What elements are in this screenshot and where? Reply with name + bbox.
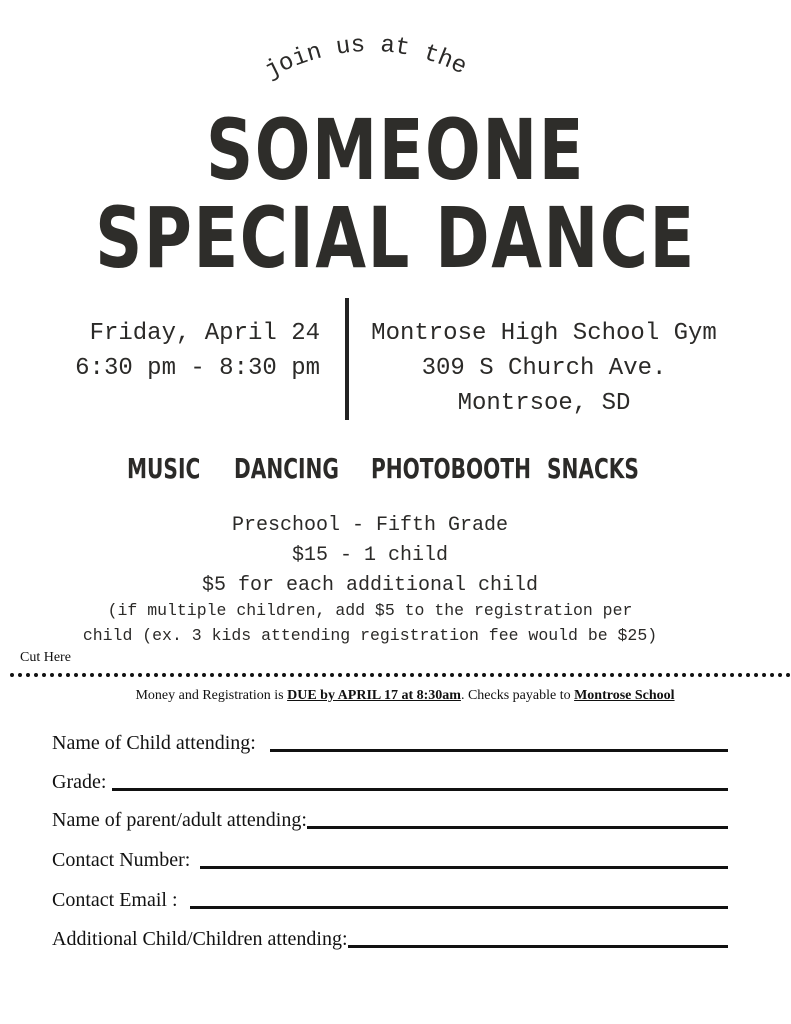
tagline: join us at the — [260, 31, 471, 86]
field-label: Name of Child attending: — [52, 732, 256, 754]
field-additional-children[interactable] — [52, 928, 728, 951]
cut-here-label: Cut Here — [20, 650, 71, 665]
field-label: Additional Child/Children attending: — [52, 928, 348, 950]
venue: Montrose High School Gym — [371, 320, 717, 347]
pricing-note — [0, 598, 740, 648]
title-line-1: SOMEONE — [205, 101, 586, 199]
price-first-child: $15 - 1 child — [291, 544, 449, 567]
due-middle: . Checks payable to — [460, 688, 575, 703]
title-line-2: SPECIAL DANCE — [95, 189, 696, 287]
grades: Preschool - Fifth Grade — [231, 514, 509, 537]
when-block — [40, 316, 320, 386]
note-line-2: child (ex. 3 kids attending registration fee would be $25) — [82, 626, 658, 645]
due-notice — [0, 688, 791, 704]
activity-photobooth: PHOTOBOOTH — [371, 452, 531, 485]
divider — [345, 298, 349, 420]
input-line[interactable] — [200, 866, 728, 869]
due-prefix: Money and Registration is — [135, 688, 288, 703]
activity-dancing: DANCING — [234, 452, 339, 485]
payee: Montrose School — [574, 688, 675, 703]
where-block — [354, 316, 734, 421]
note-line-1: (if multiple children, add $5 to the registration per — [107, 601, 633, 620]
due-deadline: DUE by APRIL 17 at 8:30am — [287, 688, 461, 703]
field-contact-email[interactable] — [52, 889, 728, 912]
field-label: Name of parent/adult attending: — [52, 809, 307, 831]
street: 309 S Church Ave. — [421, 355, 667, 382]
field-child-name[interactable] — [52, 732, 728, 755]
activity-snacks: SNACKS — [547, 452, 639, 485]
event-date: Friday, April 24 — [89, 320, 320, 347]
price-additional: $5 for each additional child — [201, 574, 539, 597]
input-line[interactable] — [307, 826, 728, 829]
field-grade[interactable] — [52, 771, 728, 794]
field-label: Contact Email : — [52, 889, 178, 911]
input-line[interactable] — [112, 788, 728, 791]
city: Montrsoe, SD — [457, 390, 631, 417]
event-time: 6:30 pm - 8:30 pm — [75, 355, 320, 382]
input-line[interactable] — [348, 945, 728, 948]
activity-music: MUSIC — [127, 452, 201, 485]
input-line[interactable] — [190, 906, 728, 909]
pricing — [0, 511, 740, 601]
svg-text:join us at the — [261, 32, 471, 85]
field-label: Grade: — [52, 771, 107, 793]
field-label: Contact Number: — [52, 849, 191, 871]
field-contact-number[interactable] — [52, 849, 728, 872]
field-parent-name[interactable] — [52, 809, 728, 832]
input-line[interactable] — [270, 749, 728, 752]
cut-line — [10, 673, 791, 677]
